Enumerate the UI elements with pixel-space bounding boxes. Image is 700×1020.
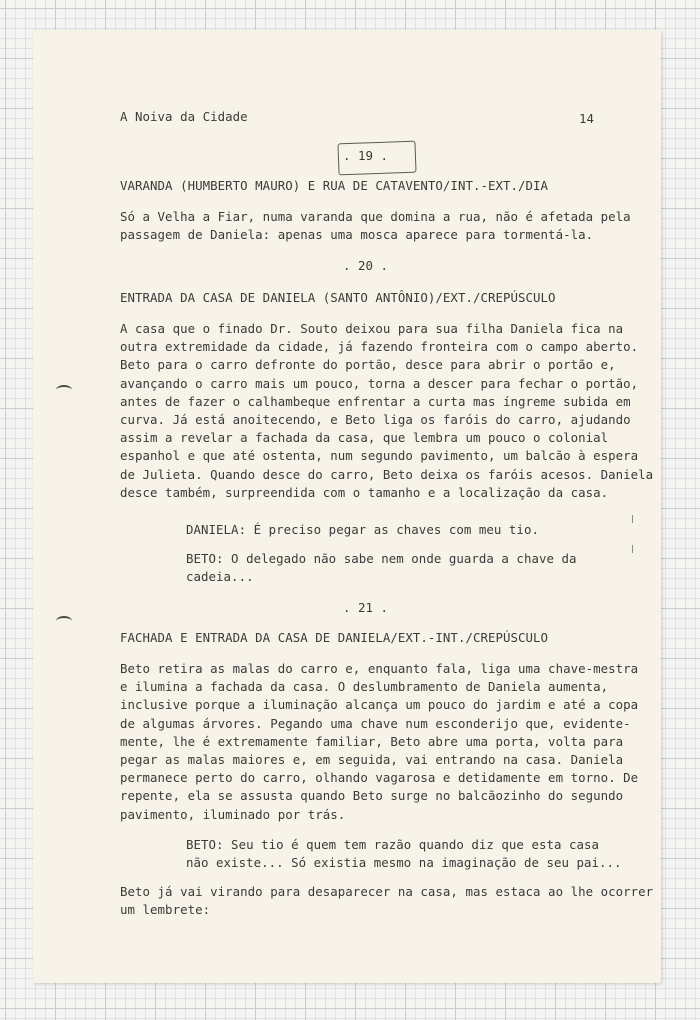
action-paragraph <box>120 320 653 502</box>
action-paragraph <box>120 208 631 244</box>
action-paragraph <box>120 660 638 824</box>
action-line: A casa que o finado Dr. Souto deixou para sua filha Daniela fica na <box>120 321 624 336</box>
dialogue-line: BETO: O delegado não sabe nem onde guarda a chave da <box>186 551 577 566</box>
action-line: assim a revelar a fachada da casa, que lembra um pouco o colonial <box>120 430 609 446</box>
action-line: repente, ela se assusta quando Beto surge no balcãozinho do segundo <box>120 788 624 804</box>
dialogue-daniela <box>186 521 539 539</box>
dialogue-beto <box>186 550 577 586</box>
action-line: curva. Já está anoitecendo, e Beto liga os faróis do carro, ajudando <box>120 412 631 428</box>
action-line: Beto para o carro defronte do portão, desce para abrir o portão e, <box>120 357 616 373</box>
scene-heading: ENTRADA DA CASA DE DANIELA (SANTO ANTÔNIO)/EXT./CREPÚSCULO <box>120 290 556 305</box>
margin-tick <box>632 515 633 523</box>
scene-heading: FACHADA E ENTRADA DA CASA DE DANIELA/EXT.-INT./CREPÚSCULO <box>120 630 549 645</box>
action-line: outra extremidade da cidade, já fazendo fronteira com o campo aberto. <box>120 339 639 355</box>
action-line: Só a Velha a Fiar, numa varanda que domina a rua, não é afetada pela <box>120 209 631 224</box>
scene-number: . 21 . <box>343 600 389 615</box>
dialogue-line: não existe... Só existia mesmo na imaginação de seu pai... <box>186 855 622 871</box>
action-line: antes de fazer o calhambeque enfrentar a curta mas íngreme subida em <box>120 393 631 409</box>
action-line: pavimento, iluminado por trás. <box>120 806 346 822</box>
margin-tick <box>632 545 633 553</box>
action-line: Beto retira as malas do carro e, enquanto fala, liga uma chave-mestra <box>120 661 639 676</box>
dialogue-line: DANIELA: É preciso pegar as chaves com meu tio. <box>186 522 539 537</box>
scene-number: . 19 . <box>343 148 389 163</box>
action-line: desce também, surpreendida com o tamanho e a localização da casa. <box>120 484 609 500</box>
page-number: 14 <box>579 111 594 126</box>
punch-hole-mark <box>56 385 72 395</box>
action-line: inclusive porque a iluminação alcança um pouco do jardim e até a copa <box>120 697 639 713</box>
action-line: Beto já vai virando para desaparecer na casa, mas estaca ao lhe ocorrer <box>120 884 654 899</box>
punch-hole-mark <box>56 616 72 626</box>
action-paragraph <box>120 883 653 919</box>
action-line: mente, lhe é extremamente familiar, Beto abre uma porta, volta para <box>120 733 624 749</box>
dialogue-line: BETO: Seu tio é quem tem razão quando diz que esta casa <box>186 837 600 852</box>
scene-number: . 20 . <box>343 258 389 273</box>
action-line: permanece perto do carro, olhando vagarosa e detidamente em torno. De <box>120 770 639 786</box>
script-title: A Noiva da Cidade <box>120 109 248 124</box>
dialogue-line: cadeia... <box>186 569 254 585</box>
action-line: avançando o carro mais um pouco, torna a descer para fechar o portão, <box>120 375 639 391</box>
action-line: espanhol e que até ostenta, num segundo pavimento, um balcão à espera <box>120 448 639 464</box>
action-line: de Julieta. Quando desce do carro, Beto deixa os faróis acesos. Daniela <box>120 466 654 482</box>
action-line: e ilumina a fachada da casa. O deslumbramento de Daniela aumenta, <box>120 679 609 695</box>
dialogue-beto <box>186 836 622 872</box>
action-line: um lembrete: <box>120 902 211 918</box>
action-line: pegar as malas maiores e, em seguida, vai entrando na casa. Daniela <box>120 752 624 768</box>
scene-heading: VARANDA (HUMBERTO MAURO) E RUA DE CATAVENTO/INT.-EXT./DIA <box>120 178 549 193</box>
action-line: passagem de Daniela: apenas uma mosca aparece para tormentá-la. <box>120 227 594 243</box>
action-line: de algumas árvores. Pegando uma chave num esconderijo que, evidente- <box>120 715 631 731</box>
